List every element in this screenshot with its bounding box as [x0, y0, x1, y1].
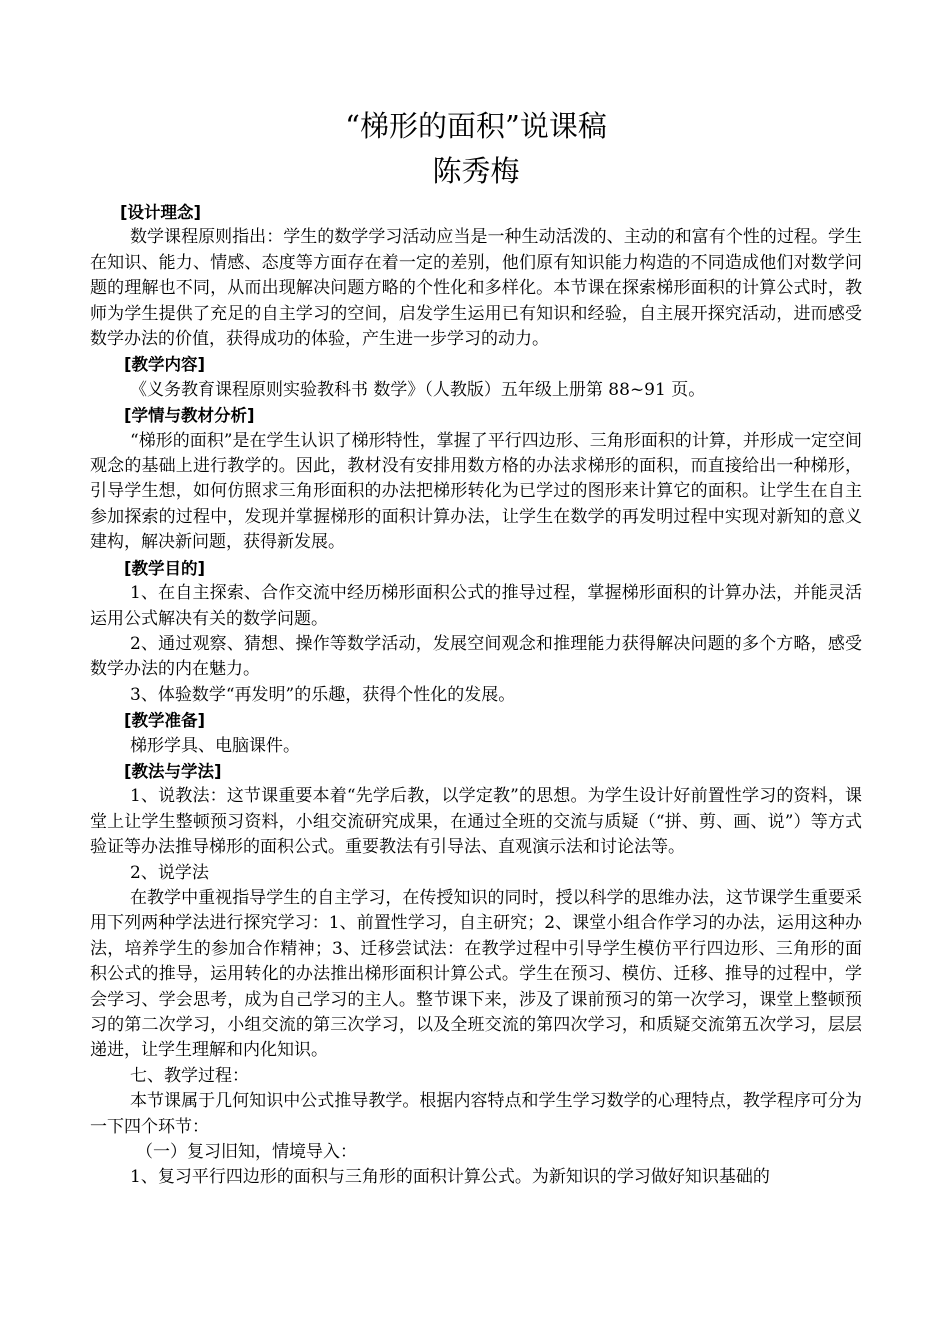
section-heading-process: 七、教学过程： [130, 1065, 249, 1086]
content-paragraph: 《义务教育课程原则实验教科书 数学》（人教版）五年级上册第 88~91 页。 [130, 379, 706, 400]
document-title: “梯形的面积”说课稿 [345, 109, 607, 143]
author-name: 陈秀梅 [432, 154, 520, 188]
process-intro-paragraph: 本节课属于几何知识中公式推导教学。根据内容特点和学生学习数学的心理特点，教学程序可分为一下四个环节： [90, 1091, 862, 1137]
section-heading-analysis: [学情与教材分析] [124, 406, 255, 426]
goal-item: 3、体验数学“再发明”的乐趣，获得个性化的发展。 [130, 684, 516, 705]
teaching-method-paragraph: 1、说教法：这节课重要本着“先学后教，以学定教”的思想。为学生设计好前置性学习的资料，课堂上让学生整顿预习资料，小组交流研究成果，在通过全班的交流与质疑（“拼、剪、画、说”）等方式验证等办法推导梯形的面积公式。重要教法有引导法、直观演示法和讨论法等。 [90, 786, 862, 858]
section-heading-goals: [教学目的] [124, 558, 206, 578]
learning-method-title: 2、说学法 [130, 862, 209, 883]
learning-method-paragraph: 在教学中重视指导学生的自主学习，在传授知识的同时，授以科学的思维办法，这节课学生重要采用下列两种学法进行探究学习：1、前置性学习，自主研究；2、课堂小组合作学习的办法，运用这种办法，培养学生的参加合作精神；3、迁移尝试法：在教学过程中引导学生模仿平行四边形、三角形的面积公式的推导，运用转化的办法推出梯形面积计算公式。学生在预习、模仿、迁移、推导的过程中，学会学习、学会思考，成为自己学习的主人。整节课下来，涉及了课前预习的第一次学习，课堂上整顿预习的第二次学习，小组交流的第三次学习，以及全班交流的第四次学习，和质疑交流第五次学习，层层递进，让学生理解和内化知识。 [90, 887, 862, 1061]
analysis-paragraph: “梯形的面积”是在学生认识了梯形特性，掌握了平行四边形、三角形面积的计算，并形成一定空间观念的基础上进行教学的。因此，教材没有安排用数方格的办法求梯形的面积，而直接给出一种梯形，引导学生想，如何仿照求三角形面积的办法把梯形转化为已学过的图形来计算它的面积。让学生在自主参加探索的过程中，发现并掌握梯形的面积计算办法，让学生在数学的再发明过程中实现对新知的意义建构，解决新问题，获得新发展。 [90, 430, 862, 553]
prep-paragraph: 梯形学具、电脑课件。 [130, 735, 300, 756]
section-heading-methods: [教法与学法] [124, 761, 222, 781]
process-step-item: 1、复习平行四边形的面积与三角形的面积计算公式。为新知识的学习做好知识基础的 [130, 1167, 770, 1188]
section-heading-content: [教学内容] [124, 355, 206, 375]
document-body [90, 200, 862, 1191]
section-heading-design: [设计理念] [120, 203, 202, 222]
section-heading-prep: [教学准备] [124, 711, 206, 731]
goal-item: 1、在自主探索、合作交流中经历梯形面积公式的推导过程，掌握梯形面积的计算办法，并能灵活运用公式解决有关的数学问题。 [90, 583, 862, 629]
design-paragraph: 数学课程原则指出：学生的数学学习活动应当是一种生动活泼的、主动的和富有个性的过程。学生在知识、能力、情感、态度等方面存在着一定的差别，他们原有知识能力构造的不同造成他们对数学问题的理解也不同，从而出现解决问题方略的个性化和多样化。本节课在探索梯形面积的计算公式时，教师为学生提供了充足的自主学习的空间，启发学生运用已有知识和经验，自主展开探究活动，进而感受数学办法的价值，获得成功的体验，产生进一步学习的动力。 [90, 227, 862, 350]
goal-item: 2、通过观察、猜想、操作等数学活动，发展空间观念和推理能力获得解决问题的多个方略，感受数学办法的内在魅力。 [90, 633, 862, 680]
process-step-title: （一）复习旧知，情境导入： [136, 1142, 357, 1163]
